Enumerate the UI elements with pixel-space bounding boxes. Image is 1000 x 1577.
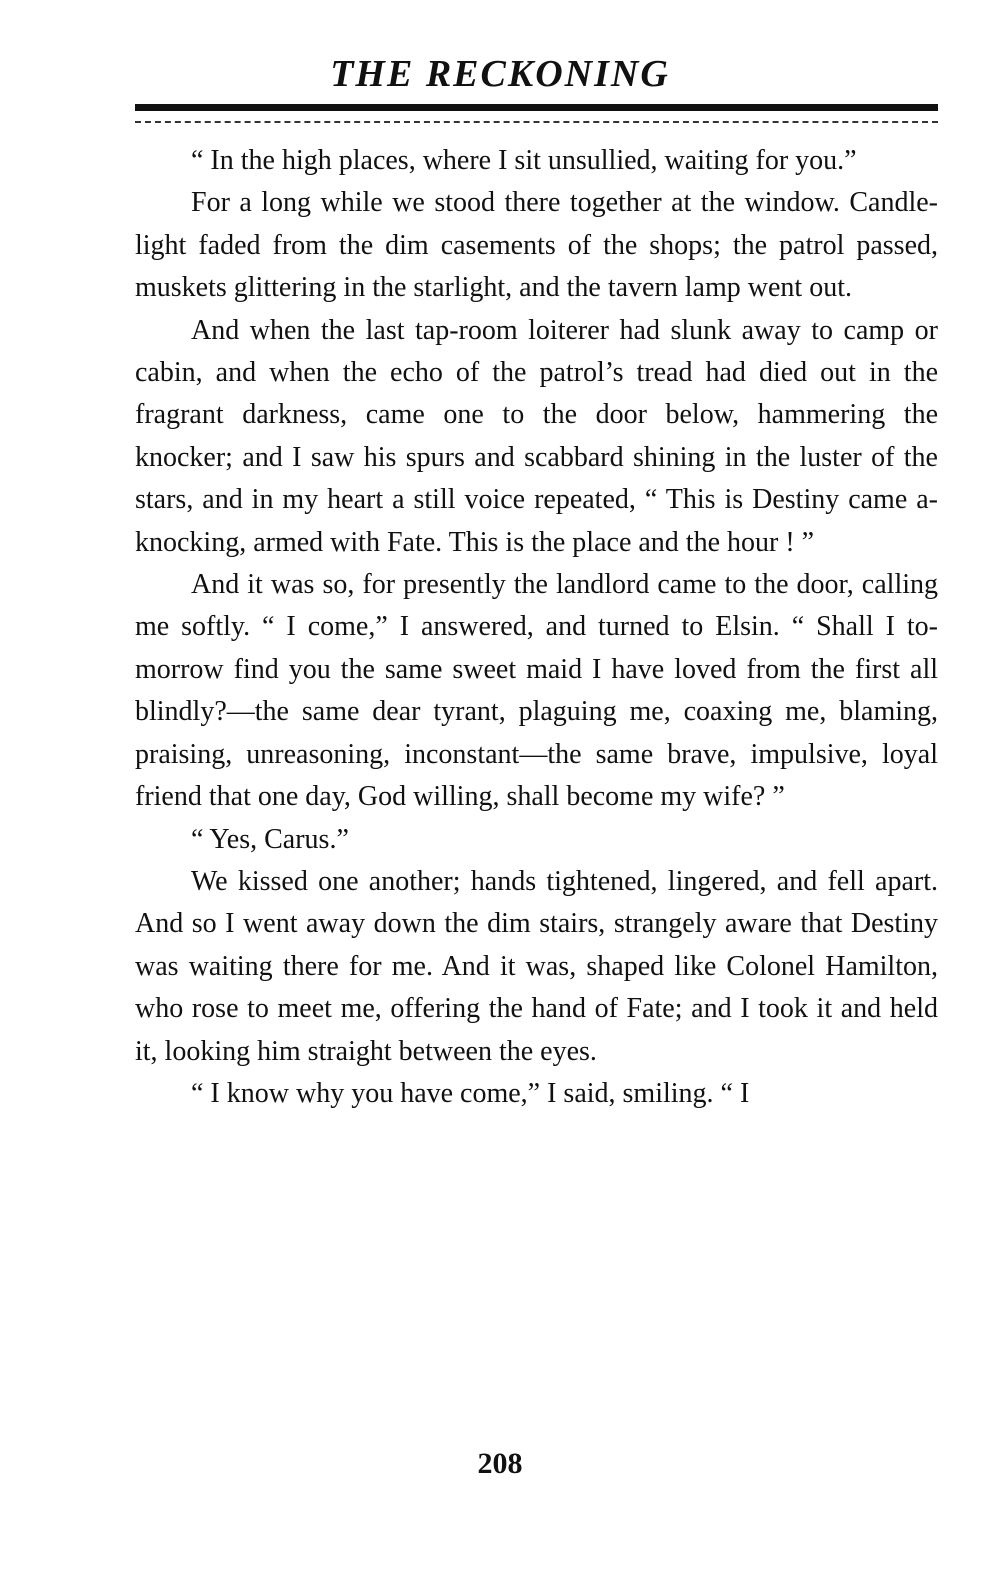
running-head: THE RECKONING <box>330 53 670 95</box>
paragraph-5: “ Yes, Carus.” <box>191 823 349 855</box>
paragraph-7: “ I know why you have come,” I said, smiling. “ I <box>191 1077 750 1109</box>
paragraph-6: We kissed one another; hands tightened, lingered, and fell apart. And so I went away down the dim stairs, strangely aware that Destiny was waiting there for me. And it was, shaped like Colonel Hamilton, who rose to meet me, offering the hand of Fate; and I took it and held it, looking him straight between the eyes. <box>135 865 938 1067</box>
page-number: 208 <box>477 1447 523 1480</box>
header-rule-thick <box>135 104 938 111</box>
paragraph-3: And when the last tap-room loiterer had slunk away to camp or cabin, and when the echo of the patrol’s tread had died out in the fragrant darkness, came one to the door below, hammering the knocker; and I saw his spurs and scabbard shining in the luster of the stars, and in my heart a still voice repeated, “ This is Destiny came a-knocking, armed with Fate. This is the place and the hour ! ” <box>135 314 938 558</box>
paragraph-2: For a long while we stood there together at the window. Candle-light faded from the dim casements of the shops; the patrol passed, muskets glittering in the starlight, and the tavern lamp went out. <box>135 187 938 304</box>
paragraph-1: “ In the high places, where I sit unsullied, waiting for you.” <box>191 145 857 176</box>
body-text <box>135 140 938 1115</box>
header-rule-thin <box>135 121 938 123</box>
paragraph-4: And it was so, for presently the landlord came to the door, calling me softly. “ I come,” I answered, and turned to Elsin. “ Shall I to-morrow find you the same sweet maid I have loved from the first all blindly?—the same dear tyrant, plaguing me, coaxing me, blaming, praising, unreasoning, inconstant—the same brave, impulsive, loyal friend that one day, God willing, shall become my wife? ” <box>135 569 938 813</box>
